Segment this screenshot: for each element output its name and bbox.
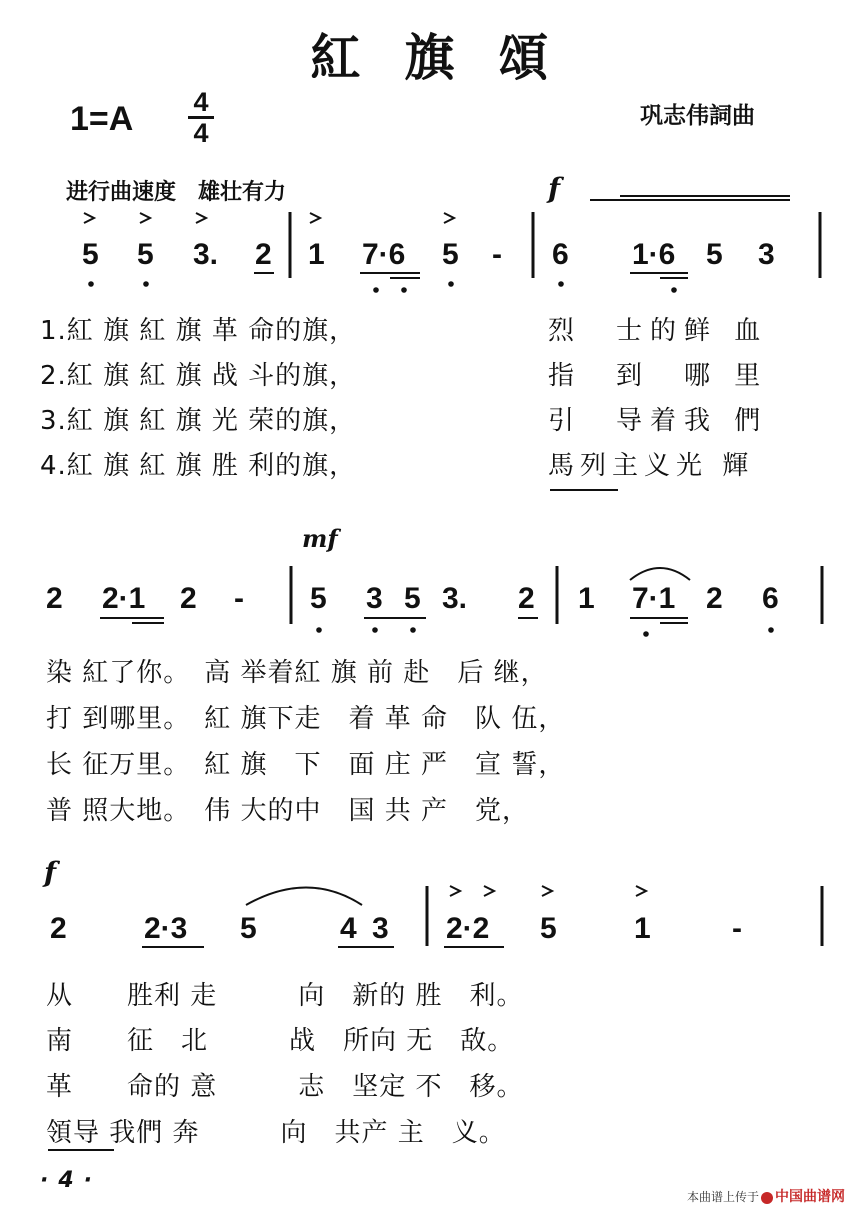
note: 1 xyxy=(308,238,325,271)
note: 2 xyxy=(46,582,63,615)
note: 1 xyxy=(634,912,651,945)
lyric-line: 革 命的 意 志 坚定 不 移。 xyxy=(46,1072,524,1102)
note: 3. xyxy=(442,582,468,615)
lyric-line: 染 紅了你。 高 举着紅 旗 前 赴 后 继， xyxy=(46,658,548,688)
note: 3 xyxy=(366,582,383,615)
watermark-text: 本曲谱上传于 xyxy=(686,1190,759,1204)
lyric-line: 馬列主义光 輝 xyxy=(548,451,755,481)
lyric-line: 南 征 北 战 所向 无 敌。 xyxy=(46,1026,515,1056)
note-dash: - xyxy=(492,238,502,271)
note: 2·1 xyxy=(102,582,146,615)
note: 3 xyxy=(758,238,775,271)
lyric-line: 領导 我們 奔 向 共产 主 义。 xyxy=(46,1118,506,1148)
lyric-line: 普 照大地。 伟 大的中 国 共 产 党， xyxy=(46,796,530,826)
dynamic-mezzo-forte: mf xyxy=(302,524,338,553)
note: 2 xyxy=(518,582,535,615)
note: 1 xyxy=(578,582,595,615)
note: 2 xyxy=(180,582,197,615)
lyric-line: 指 到 哪 里 xyxy=(548,361,769,391)
watermark-brand: 中国曲谱网 xyxy=(775,1189,845,1205)
page-number: ·4· xyxy=(40,1168,103,1193)
logo-icon xyxy=(761,1192,773,1204)
tempo-marking: 进行曲速度 雄壮有力 xyxy=(66,180,287,205)
note: 2 xyxy=(50,912,67,945)
note: 1·6 xyxy=(632,238,676,271)
song-title: 紅旗頌 xyxy=(310,28,593,87)
lyric-line: 引 导着我 們 xyxy=(548,406,769,436)
time-numerator: 4 xyxy=(193,87,209,117)
note: 5 xyxy=(404,582,421,615)
note: 3. xyxy=(193,238,219,271)
note-dash: - xyxy=(732,912,742,945)
lyric-line: 烈 士的鲜 血 xyxy=(548,316,769,346)
lyric-line: 4.紅 旗 紅 旗 胜 利的旗， xyxy=(40,451,357,481)
note: 4 xyxy=(340,912,357,945)
note: 5 xyxy=(706,238,723,271)
note: 5 xyxy=(137,238,154,271)
lyric-line: 1.紅 旗 紅 旗 革 命的旗， xyxy=(40,316,357,346)
note: 5 xyxy=(310,582,327,615)
note: 2·2 xyxy=(446,912,490,945)
note: 5 xyxy=(240,912,257,945)
note: 6 xyxy=(552,238,569,271)
composer-credit: 巩志伟詞曲 xyxy=(640,103,755,129)
note: 7·1 xyxy=(632,582,676,615)
note-dash: - xyxy=(234,582,244,615)
note: 7·6 xyxy=(362,238,406,271)
lyric-line: 长 征万里。 紅 旗 下 面 庄 严 宣 誓， xyxy=(46,750,566,780)
watermark xyxy=(687,1186,845,1206)
note: 2·3 xyxy=(144,912,188,945)
note: 6 xyxy=(762,582,779,615)
lyric-line: 打 到哪里。 紅 旗下走 着 革 命 队 伍， xyxy=(46,704,566,734)
note: 5 xyxy=(442,238,459,271)
note: 5 xyxy=(540,912,557,945)
lyric-line: 从 胜利 走 向 新的 胜 利。 xyxy=(46,981,524,1011)
note: 2 xyxy=(706,582,723,615)
note: 3 xyxy=(372,912,389,945)
note: 2 xyxy=(255,238,272,271)
lyric-line: 3.紅 旗 紅 旗 光 荣的旗， xyxy=(40,406,357,436)
key-signature: 1=A xyxy=(70,100,134,138)
lyric-line: 2.紅 旗 紅 旗 战 斗的旗， xyxy=(40,361,357,391)
note: 5 xyxy=(82,238,99,271)
time-denominator: 4 xyxy=(193,118,209,148)
dynamic-forte-2: f xyxy=(44,856,57,889)
dynamic-forte-1: f xyxy=(548,172,561,205)
